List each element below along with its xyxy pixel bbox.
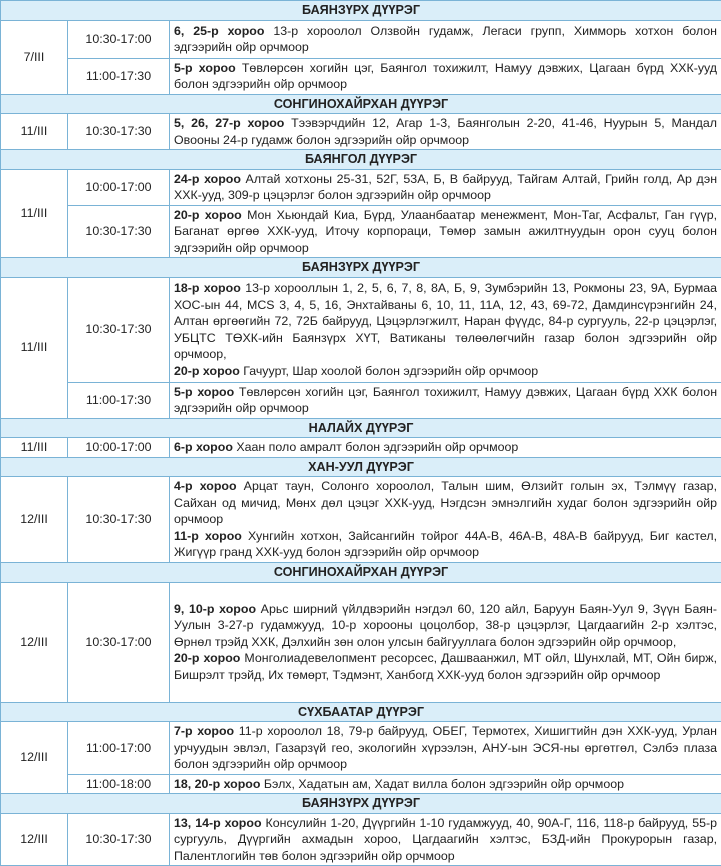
outage-date: 12/III	[1, 813, 68, 866]
khoroo-label: 6-р хороо	[174, 440, 233, 454]
area-entry	[174, 439, 717, 456]
area-entry	[174, 207, 717, 257]
khoroo-label: 11-р хороо	[174, 529, 242, 543]
district-name: БАЯНГОЛ ДҮҮРЭГ	[1, 150, 721, 170]
khoroo-label: 9, 10-р хороо	[174, 602, 256, 616]
area-list: Хаан поло амралт болон эдгээрийн ойр орчмоор	[233, 440, 518, 454]
district-name: СҮХБААТАР ДҮҮРЭГ	[1, 702, 721, 722]
district-name: БАЯНЗҮРХ ДҮҮРЭГ	[1, 1, 721, 21]
district-header-row	[1, 794, 721, 814]
schedule-row	[1, 813, 721, 866]
area-list: Алтай хотхоны 25-31, 52Г, 53А, Б, В байрууд, Тайгам Алтай, Грийн голд, Ар дэн ХХК-ууд, 309-р цэцэрлэг болон эдгээрийн ойр орчмоор	[174, 172, 717, 203]
outage-date: 11/III	[1, 169, 68, 258]
outage-date: 12/III	[1, 722, 68, 794]
outage-area-description	[170, 477, 721, 563]
schedule-row	[1, 582, 721, 702]
schedule-row	[1, 774, 721, 794]
area-list: 11-р хороолол 18, 79-р байрууд, ОБЕГ, Термотех, Хишигтийн дэн ХХК-ууд, Урлан урчуудын эвлэл, Газарзүй гео, экологийн хүрээлэн, АНУ-ын ЭСЯ-ны өргөтгөл, Сэлбэ плаза болон эдгээрийн ойр орчмоор	[174, 724, 717, 771]
schedule-row	[1, 169, 721, 205]
area-entry	[174, 650, 717, 683]
khoroo-label: 6, 25-р хороо	[174, 24, 264, 38]
schedule-row	[1, 114, 721, 150]
outage-time: 11:00-17:30	[68, 58, 170, 94]
district-header-row	[1, 457, 721, 477]
outage-area-description	[170, 722, 721, 775]
outage-time: 11:00-17:00	[68, 722, 170, 775]
schedule-row	[1, 20, 721, 58]
khoroo-label: 20-р хороо	[174, 208, 242, 222]
area-entry	[174, 384, 717, 417]
area-list: Мон Хьюндай Киа, Бүрд, Улаанбаатар менежмент, Мон-Таг, Асфальт, Ган гүүр, Баганат өргөө ХХК-ууд, Иточу корпораци, Төмөр замын ажилтнуудын орон сууц болон эдгээрийн ойр орчмоор	[174, 208, 717, 255]
area-entry	[174, 601, 717, 651]
area-entry	[174, 528, 717, 561]
khoroo-label: 5, 26, 27-р хороо	[174, 116, 284, 130]
area-entry	[174, 723, 717, 773]
area-entry	[174, 478, 717, 528]
outage-time: 10:30-17:30	[68, 114, 170, 150]
outage-time: 11:00-17:30	[68, 382, 170, 418]
area-list: Хунгийн хотхон, Зайсангийн тойрог 44А-В, 46А-В, 48А-В байрууд, Биг кастел, Жигүүр гранд ХХК-ууд болон эдгээрийн ойр орчмоор	[174, 529, 717, 560]
outage-area-description	[170, 438, 721, 458]
khoroo-label: 5-р хороо	[174, 61, 236, 75]
district-header-row	[1, 418, 721, 438]
outage-date: 11/III	[1, 438, 68, 458]
outage-area-description	[170, 114, 721, 150]
district-name: ХАН-УУЛ ДҮҮРЭГ	[1, 457, 721, 477]
khoroo-label: 5-р хороо	[174, 385, 234, 399]
district-name: СОНГИНОХАЙРХАН ДҮҮРЭГ	[1, 94, 721, 114]
area-list: 13-р хорооллын 1, 2, 5, 6, 7, 8, 8А, Б, 9, Зумбэрийн 13, Рокмоны 23, 9А, Бурмаа ХОС-ын 44, MCS 3, 4, 5, 16, Энхтайваны 6, 10, 11, 11А, 12, 43, 69-72, Дамдинсүрэнгийн 24, Алтан өргөөгийн 72, 72Б байрууд, Цэцэрлэгжилт, Наран фүүдс, 84-р сургууль, 22-р цэцэрлэг, УБЦТС ТӨХК-ийн Баянзүрх ХҮТ, Ватиканы төлөөлөгчийн газар болон эдгээрийн ойр орчмоор,	[174, 281, 717, 361]
district-header-row	[1, 1, 721, 21]
area-list: Төвлөрсөн хогийн цэг, Баянгол тохижилт, Намуу дэвжих, Цагаан бүрд ХХК болон эдгээрийн ойр орчмоор	[174, 385, 717, 416]
area-entry	[174, 776, 717, 793]
district-header-row	[1, 702, 721, 722]
area-entry	[174, 60, 717, 93]
khoroo-label: 4-р хороо	[174, 479, 237, 493]
area-entry	[174, 115, 717, 148]
outage-time: 10:30-17:30	[68, 813, 170, 866]
outage-area-description	[170, 277, 721, 382]
area-entry	[174, 171, 717, 204]
khoroo-label: 20-р хороо	[174, 651, 240, 665]
outage-time: 10:00-17:00	[68, 169, 170, 205]
area-list: Төвлөрсөн хогийн цэг, Баянгол тохижилт, Намуу дэвжих, Цагаан бүрд ХХК-ууд болон эдгээрийн ойр орчмоор	[174, 61, 717, 92]
district-header-row	[1, 258, 721, 278]
schedule-row	[1, 382, 721, 418]
schedule-row	[1, 722, 721, 775]
outage-date: 11/III	[1, 114, 68, 150]
outage-time: 10:30-17:30	[68, 277, 170, 382]
outage-area-description	[170, 20, 721, 58]
area-list: Тээвэрчдийн 12, Агар 1-3, Баянголын 2-20, 41-46, Нуурын 5, Мандал Овооны 24-р гудамж болон эдгээрийн ойр орчмоор	[174, 116, 717, 147]
district-name: НАЛАЙХ ДҮҮРЭГ	[1, 418, 721, 438]
area-entry	[174, 815, 717, 865]
outage-date: 12/III	[1, 582, 68, 702]
schedule-row	[1, 205, 721, 258]
schedule-row	[1, 277, 721, 382]
outage-area-description	[170, 169, 721, 205]
khoroo-label: 24-р хороо	[174, 172, 241, 186]
district-name: СОНГИНОХАЙРХАН ДҮҮРЭГ	[1, 563, 721, 583]
area-list: Гачуурт, Шар хоолой болон эдгээрийн ойр орчмоор	[240, 364, 538, 378]
area-list: 13-р хороолол Олзвойн гудамж, Легаси групп, Химморь хотхон болон эдгээрийн ойр орчмоор	[174, 24, 717, 55]
khoroo-label: 20-р хороо	[174, 364, 240, 378]
khoroo-label: 18-р хороо	[174, 281, 241, 295]
schedule-row	[1, 58, 721, 94]
district-header-row	[1, 150, 721, 170]
district-name: БАЯНЗҮРХ ДҮҮРЭГ	[1, 258, 721, 278]
outage-time: 10:30-17:30	[68, 205, 170, 258]
outage-time: 10:30-17:00	[68, 582, 170, 702]
outage-time: 10:30-17:30	[68, 477, 170, 563]
area-list: Бэлх, Хадатын ам, Хадат вилла болон эдгээрийн ойр орчмоор	[260, 777, 624, 791]
district-header-row	[1, 94, 721, 114]
khoroo-label: 13, 14-р хороо	[174, 816, 262, 830]
outage-time: 10:30-17:00	[68, 20, 170, 58]
area-list: Арьс ширний үйлдвэрийн нэгдэл 60, 120 айл, Баруун Баян-Уул 9, Зүүн Баян-Уулын 3-27-р гудамжууд, 10-р хорооны цоцолбор, 38-р цэцэрлэг, Цагдаагийн 2-р хэлтэс, Өрнөл трэйд ХХК, Дэлхийн зөн олон улсын байгууллага болон эдгээрийн ойр орчмоор,	[174, 602, 717, 649]
district-name: БАЯНЗҮРХ ДҮҮРЭГ	[1, 794, 721, 814]
schedule-row	[1, 477, 721, 563]
outage-date: 12/III	[1, 477, 68, 563]
khoroo-label: 18, 20-р хороо	[174, 777, 260, 791]
outage-date: 7/III	[1, 20, 68, 94]
district-header-row	[1, 563, 721, 583]
area-entry	[174, 363, 717, 380]
outage-time: 10:00-17:00	[68, 438, 170, 458]
schedule-row	[1, 438, 721, 458]
area-list: Монголиадевелопмент ресорсес, Дашваанжил, МТ ойл, Шунхлай, МТ, Ойн бирж, Бишрэлт трэйд, Их төмөрт, Тэдмэнт, Ханбогд ХХК-ууд болон эдгээрийн ойр орчмоор	[174, 651, 717, 682]
area-entry	[174, 23, 717, 56]
outage-area-description	[170, 205, 721, 258]
area-entry	[174, 280, 717, 363]
outage-area-description	[170, 774, 721, 794]
schedule-body	[1, 1, 721, 866]
outage-time: 11:00-18:00	[68, 774, 170, 794]
outage-area-description	[170, 58, 721, 94]
area-list: Консулийн 1-20, Дүүргийн 1-10 гудамжууд, 40, 90А-Г, 116, 118-р байрууд, 55-р сургууль, Дүүргийн ахмадын хороо, Цагдаагийн хэлтэс, БЗД-ийн Прокурорын газар, Палентлогийн төв болон эдгээрийн ойр орчмоор	[174, 816, 717, 863]
khoroo-label: 7-р хороо	[174, 724, 234, 738]
outage-area-description	[170, 582, 721, 702]
outage-area-description	[170, 813, 721, 866]
outage-date: 11/III	[1, 277, 68, 418]
outage-area-description	[170, 382, 721, 418]
area-list: Арцат таун, Солонго хороолол, Талын шим, Өлзийт голын эх, Тэлмүү газар, Сайхан од мичид, Мөнх дөл цэцэг ХХК-ууд, Нэгдсэн эмнэлгийн худаг болон эдгээрийн ойр орчмоор	[174, 479, 717, 526]
